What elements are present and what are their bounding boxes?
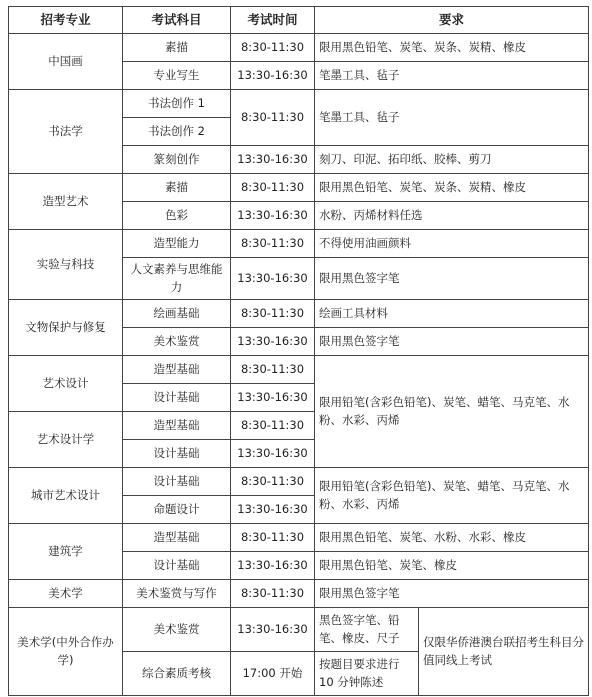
requirement-cell: 限用黑色签字笔	[315, 258, 589, 300]
time-cell: 8:30-11:30	[231, 580, 315, 608]
time-cell: 17:00 开始	[231, 652, 315, 696]
table-row	[9, 174, 589, 202]
time-cell: 8:30-11:30	[231, 90, 315, 146]
requirement-cell: 水粉、丙烯材料任选	[315, 202, 589, 230]
requirement-cell: 限用黑色签字笔	[315, 328, 589, 356]
subject-cell: 设计基础	[123, 384, 231, 412]
time-cell: 8:30-11:30	[231, 356, 315, 384]
table-row	[9, 230, 589, 258]
requirement-cell: 限用铅笔(含彩色铅笔)、炭笔、蜡笔、马克笔、水粉、水彩、丙烯	[315, 356, 589, 468]
header-major: 招考专业	[9, 7, 123, 34]
subject-cell: 素描	[123, 34, 231, 62]
major-cell: 中国画	[9, 34, 123, 90]
major-cell: 实验与科技	[9, 230, 123, 300]
header-row	[9, 7, 589, 34]
time-cell: 13:30-16:30	[231, 496, 315, 524]
subject-cell: 篆刻创作	[123, 146, 231, 174]
time-cell: 8:30-11:30	[231, 468, 315, 496]
requirement-cell: 按题目要求进行10 分钟陈述	[315, 652, 419, 696]
subject-cell: 人文素养与思维能力	[123, 258, 231, 300]
major-cell: 艺术设计学	[9, 412, 123, 468]
table-row	[9, 524, 589, 552]
header-requirements: 要求	[315, 7, 589, 34]
time-cell: 8:30-11:30	[231, 524, 315, 552]
subject-cell: 设计基础	[123, 468, 231, 496]
subject-cell: 造型基础	[123, 356, 231, 384]
major-cell: 书法学	[9, 90, 123, 174]
subject-cell: 设计基础	[123, 440, 231, 468]
requirement-cell: 笔墨工具、毡子	[315, 90, 589, 146]
table-row	[9, 608, 589, 652]
subject-cell: 专业写生	[123, 62, 231, 90]
requirement-cell: 限用黑色铅笔、炭笔、水粉、水彩、橡皮	[315, 524, 589, 552]
subject-cell: 设计基础	[123, 552, 231, 580]
time-cell: 13:30-16:30	[231, 608, 315, 652]
time-cell: 8:30-11:30	[231, 300, 315, 328]
requirement-cell: 绘画工具材料	[315, 300, 589, 328]
table-row	[9, 300, 589, 328]
time-cell: 13:30-16:30	[231, 202, 315, 230]
subject-cell: 绘画基础	[123, 300, 231, 328]
time-cell: 13:30-16:30	[231, 384, 315, 412]
time-cell: 13:30-16:30	[231, 440, 315, 468]
header-time: 考试时间	[231, 7, 315, 34]
requirement-cell: 限用黑色铅笔、炭笔、橡皮	[315, 552, 589, 580]
subject-cell: 造型能力	[123, 230, 231, 258]
subject-cell: 书法创作 1	[123, 90, 231, 118]
major-cell: 美术学(中外合作办学)	[9, 608, 123, 696]
time-cell: 13:30-16:30	[231, 146, 315, 174]
time-cell: 13:30-16:30	[231, 552, 315, 580]
table-row	[9, 90, 589, 118]
major-cell: 造型艺术	[9, 174, 123, 230]
time-cell: 8:30-11:30	[231, 412, 315, 440]
major-cell: 艺术设计	[9, 356, 123, 412]
exam-schedule-table	[8, 6, 589, 696]
table-row	[9, 468, 589, 496]
subject-cell: 美术鉴赏	[123, 608, 231, 652]
requirement-cell: 限用黑色签字笔	[315, 580, 589, 608]
subject-cell: 造型基础	[123, 412, 231, 440]
table-row	[9, 34, 589, 62]
subject-cell: 色彩	[123, 202, 231, 230]
table-row	[9, 356, 589, 384]
time-cell: 8:30-11:30	[231, 230, 315, 258]
major-cell: 文物保护与修复	[9, 300, 123, 356]
time-cell: 8:30-11:30	[231, 34, 315, 62]
subject-cell: 综合素质考核	[123, 652, 231, 696]
requirement-cell: 限用黑色铅笔、炭笔、炭条、炭精、橡皮	[315, 174, 589, 202]
requirement-cell: 不得使用油画颜料	[315, 230, 589, 258]
time-cell: 13:30-16:30	[231, 258, 315, 300]
subject-cell: 书法创作 2	[123, 118, 231, 146]
requirement-cell: 限用黑色铅笔、炭笔、炭条、炭精、橡皮	[315, 34, 589, 62]
time-cell: 13:30-16:30	[231, 328, 315, 356]
major-cell: 美术学	[9, 580, 123, 608]
requirement-cell: 限用铅笔(含彩色铅笔)、炭笔、蜡笔、马克笔、水粉、水彩、丙烯	[315, 468, 589, 524]
subject-cell: 美术鉴赏	[123, 328, 231, 356]
requirement-cell: 黑色签字笔、铅笔、橡皮、尺子	[315, 608, 419, 652]
time-cell: 8:30-11:30	[231, 174, 315, 202]
requirement-cell: 刻刀、印泥、拓印纸、胶棒、剪刀	[315, 146, 589, 174]
time-cell: 13:30-16:30	[231, 62, 315, 90]
table-row	[9, 580, 589, 608]
subject-cell: 素描	[123, 174, 231, 202]
requirement-cell: 笔墨工具、毡子	[315, 62, 589, 90]
header-subject: 考试科目	[123, 7, 231, 34]
subject-cell: 命题设计	[123, 496, 231, 524]
note-cell: 仅限华侨港澳台联招考生科目分值同线上考试	[419, 608, 589, 696]
subject-cell: 造型基础	[123, 524, 231, 552]
major-cell: 建筑学	[9, 524, 123, 580]
subject-cell: 美术鉴赏与写作	[123, 580, 231, 608]
major-cell: 城市艺术设计	[9, 468, 123, 524]
